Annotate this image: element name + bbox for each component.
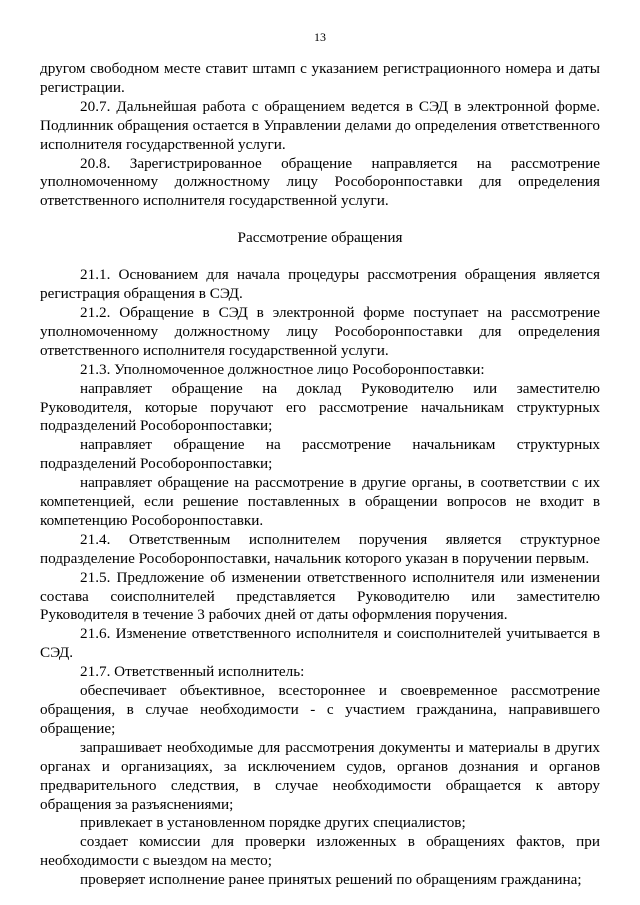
paragraph-21-6: 21.6. Изменение ответственного исполнителя и соисполнителей учитывается в СЭД. [40, 625, 600, 662]
list-item: обеспечивает объективное, всестороннее и своевременное рассмотрение обращения, в случае необходимости - с участием гражданина, направившего обращение; [40, 682, 600, 737]
list-item: проверяет исполнение ранее принятых решений по обращениям гражданина; [80, 871, 582, 889]
paragraph-21-2: 21.2. Обращение в СЭД в электронной форме поступает на рассмотрение уполномоченному должностному лицу Рособоронпоставки для определения ответственного исполнителя государственной услуги. [40, 303, 600, 359]
list-item: направляет обращение на доклад Руководителю или заместителю Руководителя, которые поручают его рассмотрение начальникам структурных подразделений Рособоронпоставки; [40, 379, 600, 435]
section-heading: Рассмотрение обращения [237, 229, 403, 247]
document-body [40, 60, 600, 890]
paragraph-21-4: 21.4. Ответственным исполнителем поручения является структурное подразделение Рособоронпоставки, начальник которого указан в поручении первым. [40, 530, 600, 567]
list-item: запрашивает необходимые для рассмотрения документы и материалы в других органах и организациях, за исключением судов, органов дознания и органов предварительного следствия, в случае необходимости обращается к автору обращения за разъяснениями; [40, 738, 600, 813]
paragraph-continuation: другом свободном месте ставит штамп с указанием регистрационного номера и даты регистрации. [40, 60, 600, 96]
page-number: 13 [314, 30, 326, 44]
paragraph-21-3: 21.3. Уполномоченное должностное лицо Рособоронпоставки: [80, 360, 485, 378]
paragraph-20-7: 20.7. Дальнейшая работа с обращением ведется в СЭД в электронной форме. Подлинник обращения остается в Управлении делами до определения ответственного исполнителя государственной услуги. [40, 97, 600, 153]
paragraph-20-8: 20.8. Зарегистрированное обращение направляется на рассмотрение уполномоченному должностному лицу Рособоронпоставки для определения ответственного исполнителя государственной услуги. [40, 154, 600, 210]
list-item: привлекает в установленном порядке других специалистов; [80, 814, 466, 832]
paragraph-21-7: 21.7. Ответственный исполнитель: [80, 663, 305, 681]
paragraph-21-5: 21.5. Предложение об изменении ответственного исполнителя или изменении состава соисполнителей представляется Руководителю или заместителю Руководителя в течение 3 рабочих дней от даты оформления поручения. [40, 568, 600, 624]
list-item: направляет обращение на рассмотрение в другие органы, в соответствии с их компетенцией, если решение поставленных в обращении вопросов не входит в компетенцию Рособоронпоставки. [40, 474, 600, 529]
paragraph-21-1: 21.1. Основанием для начала процедуры рассмотрения обращения является регистрация обращения в СЭД. [40, 266, 600, 303]
list-item: создает комиссии для проверки изложенных в обращениях фактов, при необходимости с выездом на место; [40, 833, 600, 870]
list-item: направляет обращение на рассмотрение начальникам структурных подразделений Рособоронпоставки; [40, 436, 600, 473]
